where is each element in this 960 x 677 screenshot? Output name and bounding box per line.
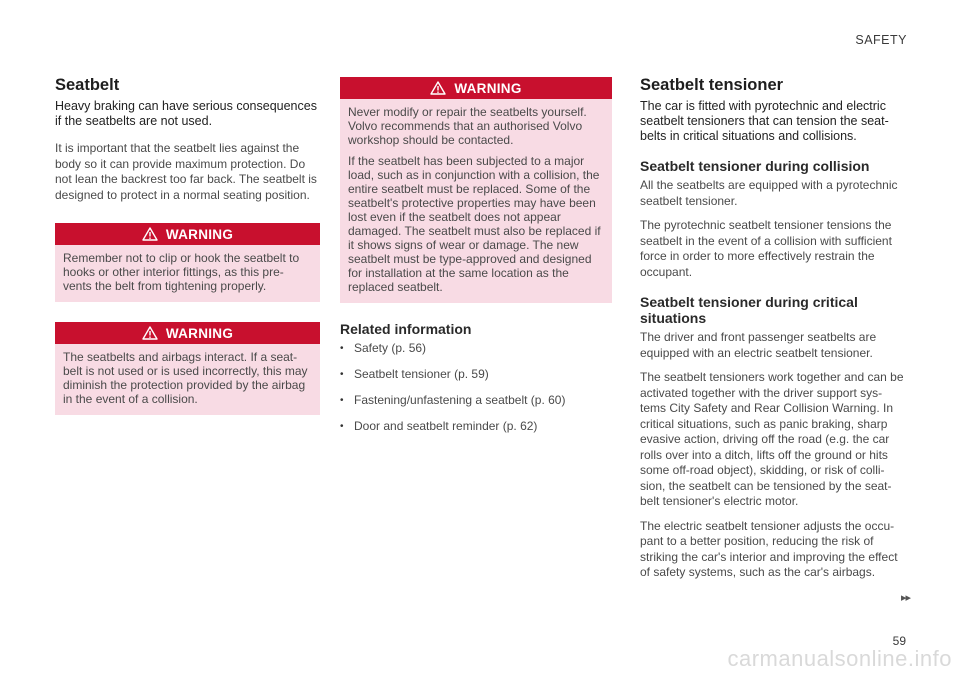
- column-warning-related: [340, 77, 612, 445]
- warning-box-airbag: [55, 322, 320, 415]
- tensioner-lead: The car is fitted with pyrotechnic and electric seatbelt tensioners that can tension the seat-belts in critical situations and collisions.: [640, 99, 889, 143]
- section-header: SAFETY: [855, 33, 907, 47]
- related-item[interactable]: • Fastening/unfastening a seatbelt (p. 60): [340, 393, 566, 407]
- warning-header: [55, 322, 320, 344]
- warning-box-clip: [55, 223, 320, 302]
- bullet-icon: •: [340, 369, 344, 380]
- bullet-icon: •: [340, 421, 344, 432]
- bullet-icon: •: [340, 343, 344, 354]
- collision-text-2: The pyrotechnic seatbelt tensioner tensions the seatbelt in the event of a collision with sufficient force in order to more effectively restrain the occupant.: [640, 218, 892, 279]
- warning-triangle-icon: [142, 227, 158, 241]
- warning-text: Remember not to clip or hook the seatbelt to hooks or other interior fittings, as this pre-vents the belt from tightening properly.: [63, 251, 300, 293]
- related-item[interactable]: • Safety (p. 56): [340, 341, 427, 355]
- related-list: [340, 341, 612, 434]
- next-page-icon: ▸▸: [900, 592, 910, 604]
- seatbelt-body: It is important that the seatbelt lies against the body so it can provide maximum protection. Do not lean the backrest too far back. The seatbelt is designed to protect in a normal seating position.: [55, 141, 317, 202]
- collision-heading: Seatbelt tensioner during collision: [640, 158, 870, 174]
- warning-label: WARNING: [165, 325, 234, 341]
- warning-header: [340, 77, 612, 99]
- related-item[interactable]: • Door and seatbelt reminder (p. 62): [340, 419, 538, 433]
- tensioner-title: Seatbelt tensioner: [640, 76, 784, 94]
- collision-text-1: All the seatbelts are equipped with a pyrotechnic seatbelt tensioner.: [640, 178, 898, 208]
- warning-triangle-icon: [142, 326, 158, 340]
- seatbelt-lead: Heavy braking can have serious consequences if the seatbelts are not used.: [55, 99, 317, 128]
- bullet-icon: •: [340, 395, 344, 406]
- warning-label: WARNING: [454, 80, 522, 96]
- critical-text-2: The seatbelt tensioners work together and can be activated together with the driver support sys-tems City Safety and Rear Collision Warning. In critical situations, such as panic braking, sharp evasive action, driving off the road (e.g. the car rolls over into a ditch, lifts off the ground or hits some off-road object), skidding, or risk of colli-sion, the seatbelt can be tensioned by the seat-belt tensioner's electric motor.: [640, 370, 904, 508]
- seatbelt-title: Seatbelt: [55, 76, 120, 94]
- warning-text-2: If the seatbelt has been subjected to a major load, such as in conjunction with a collision, the entire seatbelt must be replaced. Some of the seatbelt's protective properties may have been lost even if the seatbelt does not appear damaged. The seatbelt must also be replaced if it shows signs of wear or damage. The new seatbelt must be type-approved and designed for installation at the same location as the replaced seatbelt.: [348, 154, 601, 294]
- warning-box-modify: [340, 77, 612, 303]
- column-tensioner: [640, 76, 906, 590]
- warning-text: The seatbelts and airbags interact. If a seat-belt is not used or is used incorrectly, this may diminish the protection provided by the airbag in the event of a collision.: [63, 350, 308, 406]
- related-title: Related information: [340, 321, 472, 337]
- critical-text-3: The electric seatbelt tensioner adjusts the occu-pant to a better position, reducing the risk of striking the car's interior and improving the effect of safety systems, such as the car's airbags.: [640, 518, 898, 579]
- column-seatbelt: [55, 76, 320, 415]
- warning-text-1: Never modify or repair the seatbelts yourself. Volvo recommends that an authorised Volvo workshop should be contacted.: [348, 105, 587, 147]
- critical-text-1: The driver and front passenger seatbelts are equipped with an electric seatbelt tensioner.: [640, 330, 877, 360]
- critical-heading: Seatbelt tensioner during critical situations: [640, 294, 858, 326]
- warning-header: [55, 223, 320, 245]
- watermark: carmanualsonline.info: [727, 646, 952, 671]
- warning-triangle-icon: [430, 81, 446, 95]
- related-item[interactable]: • Seatbelt tensioner (p. 59): [340, 367, 489, 381]
- page-number: 59: [892, 634, 906, 648]
- warning-label: WARNING: [165, 226, 234, 242]
